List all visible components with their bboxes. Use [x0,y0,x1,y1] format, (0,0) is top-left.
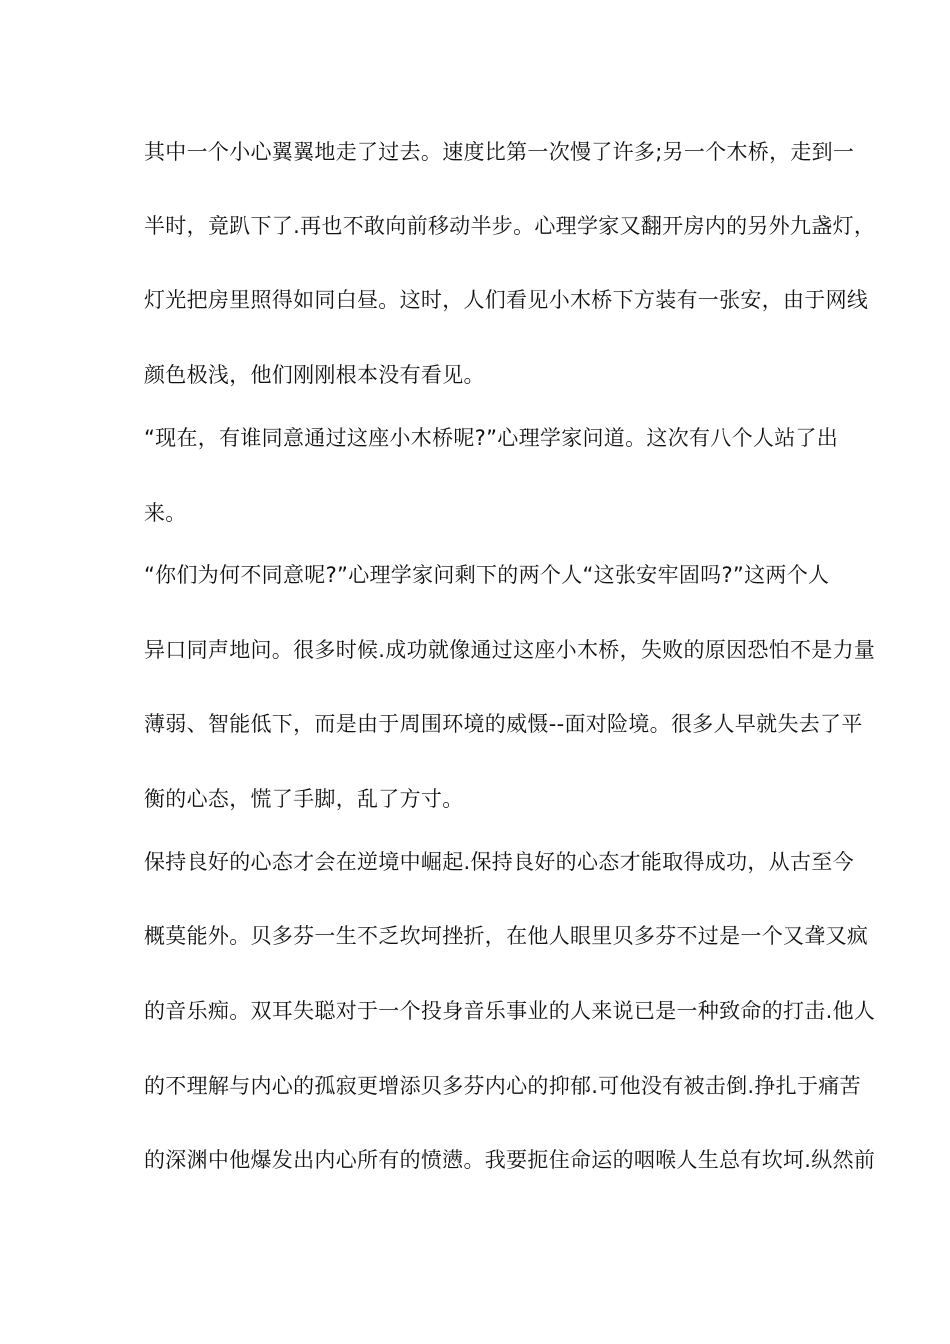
text-line: 衡的心态，慌了手脚，乱了方寸。 [144,787,464,811]
text-line: 的深渊中他爆发出内心所有的愤懑。我要扼住命运的咽喉人生总有坎坷.纵然前 [144,1148,876,1172]
text-line: 灯光把房里照得如同白昼。这时，人们看见小木桥下方装有一张安，由于网线 [144,288,869,312]
text-line: 半时，竟趴下了.再也不敢向前移动半步。心理学家又翻开房内的另外九盏灯， [144,214,876,238]
text-line: “现在，有谁同意通过这座小木桥呢?”心理学家问道。这次有八个人站了出 [144,426,839,450]
text-line: 保持良好的心态才会在逆境中崛起.保持良好的心态才能取得成功，从古至今 [144,850,854,874]
text-line: “你们为何不同意呢?”心理学家问剩下的两个人“这张安牢固吗?”这两个人 [144,563,830,587]
text-line: 其中一个小心翼翼地走了过去。速度比第一次慢了许多;另一个木桥，走到一 [144,140,855,164]
text-line: 概莫能外。贝多芬一生不乏坎坷挫折，在他人眼里贝多芬不过是一个又聋又疯 [144,924,869,948]
text-line: 薄弱、智能低下，而是由于周围环境的威慑--面对险境。很多人早就失去了平 [144,712,863,736]
text-line: 的音乐痴。双耳失聪对于一个投身音乐事业的人来说已是一种致命的打击.他人 [144,999,876,1023]
text-line: 来。 [144,501,187,525]
text-line: 的不理解与内心的孤寂更增添贝多芬内心的抑郁.可他没有被击倒.挣扎于痛苦 [144,1074,861,1098]
text-line: 颜色极浅，他们刚刚根本没有看见。 [144,363,485,387]
text-line: 异口同声地问。很多时候.成功就像通过这座小木桥，失败的原因恐怕不是力量 [144,638,876,662]
